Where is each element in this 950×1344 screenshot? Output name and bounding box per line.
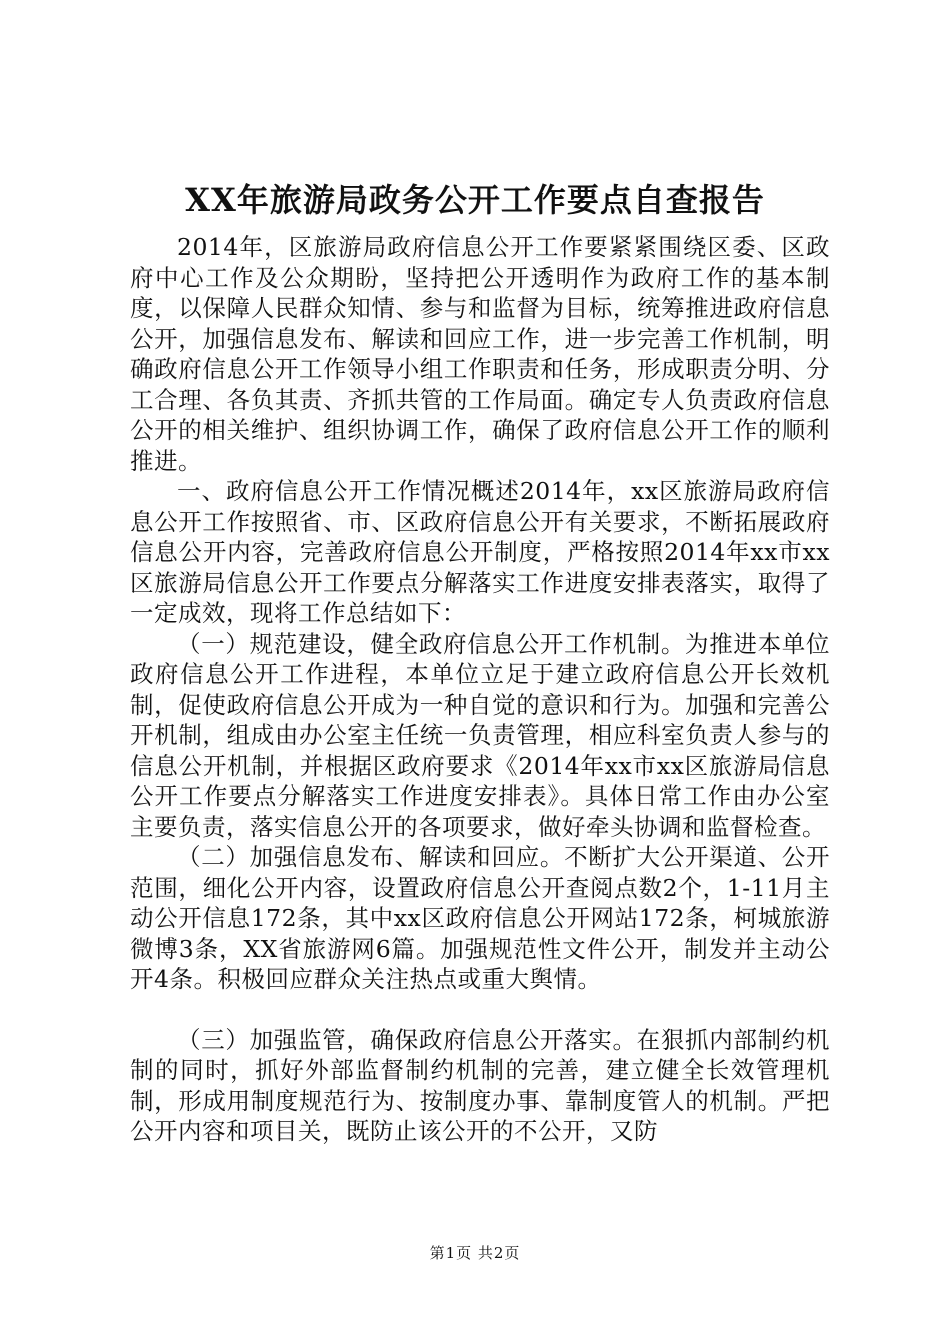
paragraph-intro: 2014年，区旅游局政府信息公开工作要紧紧围绕区委、区政府中心工作及公众期盼，坚持把公开透明作为政府工作的基本制度，以保障人民群众知情、参与和监督为目标，统筹推进政府信息公开，加强信息发布、解读和回应工作，进一步完善工作机制，明确政府信息公开工作领导小组工作职责和任务，形成职责分明、分工合理、各负其责、齐抓共管的工作局面。确定专人负责政府信息公开的相关维护、组织协调工作，确保了政府信息公开工作的顺利推进。 xyxy=(130,233,830,475)
paragraph-section-2: （二）加强信息发布、解读和回应。不断扩大公开渠道、公开范围，细化公开内容，设置政府信息公开查阅点数2个，1-11月主动公开信息172条，其中xx区政府信息公开网站172条，柯城旅游微博3条，XX省旅游网6篇。加强规范性文件公开，制发并主动公开4条。积极回应群众关注热点或重大舆情。 xyxy=(130,843,830,993)
paragraph-overview: 一、政府信息公开工作情况概述2014年，xx区旅游局政府信息公开工作按照省、市、区政府信息公开有关要求，不断拓展政府信息公开内容，完善政府信息公开制度，严格按照2014年xx市xx区旅游局信息公开工作要点分解落实工作进度安排表落实，取得了一定成效，现将工作总结如下： xyxy=(130,477,830,627)
paragraph-section-1: （一）规范建设，健全政府信息公开工作机制。为推进本单位政府信息公开工作进程，本单位立足于建立政府信息公开长效机制，促使政府信息公开成为一种自觉的意识和行为。加强和完善公开机制，组成由办公室主任统一负责管理，相应科室负责人参与的信息公开机制，并根据区政府要求《2014年xx市xx区旅游局信息公开工作要点分解落实工作进度安排表》。具体日常工作由办公室主要负责，落实信息公开的各项要求，做好牵头协调和监督检查。 xyxy=(130,629,830,841)
document-body xyxy=(130,232,830,1147)
document-title: XX年旅游局政务公开工作要点自查报告 xyxy=(185,181,765,219)
page-number-footer: 第1页 共2页 xyxy=(429,1244,521,1262)
paragraph-section-3: （三）加强监管，确保政府信息公开落实。在狠抓内部制约机制的同时，抓好外部监督制约机制的完善，建立健全长效管理机制，形成用制度规范行为、按制度办事、靠制度管人的机制。严把公开内容和项目关，既防止该公开的不公开，又防 xyxy=(130,1025,830,1145)
